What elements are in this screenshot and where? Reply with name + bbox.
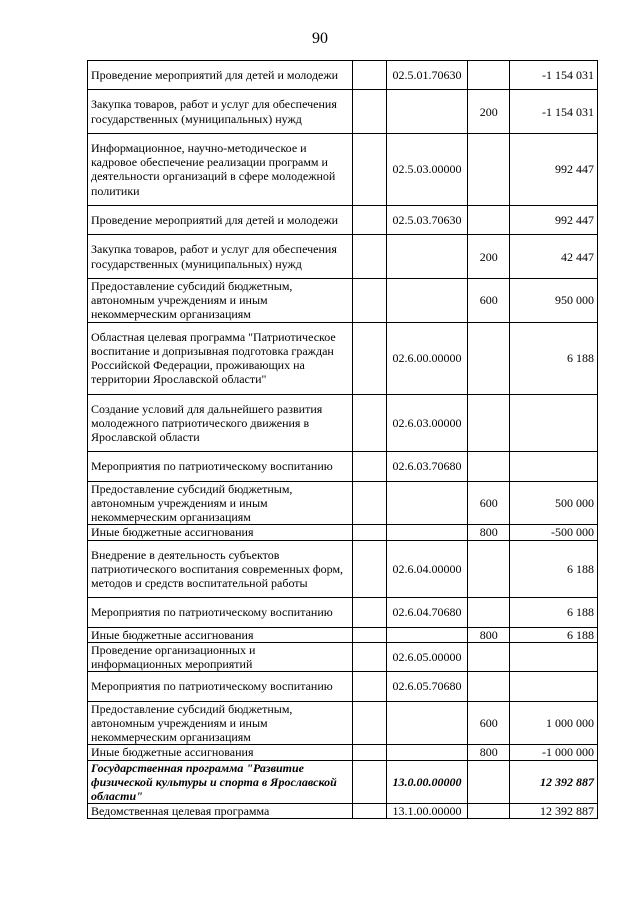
row-code-cell: 02.6.03.70680 <box>386 452 467 481</box>
row-code-cell: 02.5.03.00000 <box>386 133 467 205</box>
row-sum-cell <box>510 452 598 481</box>
row-expense-type-cell <box>468 61 510 90</box>
row-code-cell <box>386 278 467 322</box>
row-blank-cell <box>352 627 386 642</box>
row-expense-type-cell: 800 <box>468 525 510 540</box>
row-name-cell: Иные бюджетные ассигнования <box>88 745 353 760</box>
row-sum-cell <box>510 672 598 701</box>
row-code-cell <box>386 235 467 279</box>
row-expense-type-cell <box>468 133 510 205</box>
row-name-cell: Ведомственная целевая программа <box>88 804 353 819</box>
row-code-cell <box>386 701 467 745</box>
table-row <box>88 90 598 134</box>
row-expense-type-cell: 200 <box>468 90 510 134</box>
row-sum-cell: 500 000 <box>510 481 598 525</box>
table-row <box>88 804 598 819</box>
row-expense-type-cell: 600 <box>468 701 510 745</box>
row-name-cell: Иные бюджетные ассигнования <box>88 525 353 540</box>
row-name-cell: Предоставление субсидий бюджетным, автономным учреждениям и иным некоммерческим организациям <box>88 481 353 525</box>
row-blank-cell <box>352 90 386 134</box>
row-code-cell: 02.6.05.70680 <box>386 672 467 701</box>
table-row <box>88 61 598 90</box>
row-expense-type-cell <box>468 540 510 598</box>
table-row <box>88 133 598 205</box>
table-row <box>88 540 598 598</box>
row-name-cell: Проведение организационных и информационных мероприятий <box>88 642 353 671</box>
row-sum-cell: -500 000 <box>510 525 598 540</box>
row-name-cell: Внедрение в деятельность субъектов патриотического воспитания современных форм, методов и средств воспитательной работы <box>88 540 353 598</box>
row-sum-cell: 950 000 <box>510 278 598 322</box>
row-code-cell: 13.1.00.00000 <box>386 804 467 819</box>
row-name-cell: Закупка товаров, работ и услуг для обеспечения государственных (муниципальных) нужд <box>88 90 353 134</box>
row-expense-type-cell <box>468 394 510 452</box>
row-code-cell: 13.0.00.00000 <box>386 760 467 804</box>
row-sum-cell: -1 000 000 <box>510 745 598 760</box>
page-number: 90 <box>312 30 328 47</box>
row-blank-cell <box>352 133 386 205</box>
row-blank-cell <box>352 760 386 804</box>
table-row <box>88 760 598 804</box>
row-name-cell: Иные бюджетные ассигнования <box>88 627 353 642</box>
table-row <box>88 672 598 701</box>
table-row <box>88 745 598 760</box>
row-code-cell: 02.5.01.70630 <box>386 61 467 90</box>
row-code-cell: 02.6.04.70680 <box>386 598 467 627</box>
row-sum-cell: 6 188 <box>510 540 598 598</box>
row-blank-cell <box>352 525 386 540</box>
budget-table-body <box>88 61 598 819</box>
budget-table <box>87 60 598 819</box>
row-blank-cell <box>352 701 386 745</box>
row-code-cell: 02.6.04.00000 <box>386 540 467 598</box>
table-row <box>88 205 598 234</box>
row-code-cell: 02.6.00.00000 <box>386 322 467 394</box>
table-row <box>88 235 598 279</box>
table-row <box>88 481 598 525</box>
row-sum-cell <box>510 394 598 452</box>
row-expense-type-cell: 600 <box>468 481 510 525</box>
row-blank-cell <box>352 642 386 671</box>
row-sum-cell: 12 392 887 <box>510 760 598 804</box>
row-sum-cell: 992 447 <box>510 205 598 234</box>
row-expense-type-cell: 800 <box>468 627 510 642</box>
row-expense-type-cell: 800 <box>468 745 510 760</box>
row-name-cell: Проведение мероприятий для детей и молодежи <box>88 205 353 234</box>
row-code-cell: 02.6.03.00000 <box>386 394 467 452</box>
row-expense-type-cell <box>468 205 510 234</box>
row-sum-cell: -1 154 031 <box>510 61 598 90</box>
row-blank-cell <box>352 481 386 525</box>
row-code-cell <box>386 481 467 525</box>
row-name-cell: Предоставление субсидий бюджетным, автономным учреждениям и иным некоммерческим организациям <box>88 701 353 745</box>
row-blank-cell <box>352 598 386 627</box>
table-row <box>88 525 598 540</box>
row-sum-cell: 42 447 <box>510 235 598 279</box>
row-expense-type-cell <box>468 642 510 671</box>
row-code-cell <box>386 90 467 134</box>
row-sum-cell <box>510 642 598 671</box>
row-code-cell <box>386 627 467 642</box>
row-name-cell: Мероприятия по патриотическому воспитанию <box>88 598 353 627</box>
row-expense-type-cell: 600 <box>468 278 510 322</box>
row-blank-cell <box>352 322 386 394</box>
row-blank-cell <box>352 804 386 819</box>
row-code-cell <box>386 745 467 760</box>
row-blank-cell <box>352 672 386 701</box>
row-sum-cell: 12 392 887 <box>510 804 598 819</box>
table-row <box>88 598 598 627</box>
row-code-cell: 02.5.03.70630 <box>386 205 467 234</box>
row-name-cell: Создание условий для дальнейшего развития молодежного патриотического движения в Ярославской области <box>88 394 353 452</box>
row-blank-cell <box>352 278 386 322</box>
row-code-cell: 02.6.05.00000 <box>386 642 467 671</box>
table-row <box>88 452 598 481</box>
row-name-cell: Предоставление субсидий бюджетным, автономным учреждениям и иным некоммерческим организациям <box>88 278 353 322</box>
row-name-cell: Закупка товаров, работ и услуг для обеспечения государственных (муниципальных) нужд <box>88 235 353 279</box>
row-expense-type-cell <box>468 598 510 627</box>
row-sum-cell: 6 188 <box>510 627 598 642</box>
row-name-cell: Информационное, научно-методическое и кадровое обеспечение реализации программ и деятельности организаций в сфере молодежной политики <box>88 133 353 205</box>
table-row <box>88 701 598 745</box>
row-name-cell: Проведение мероприятий для детей и молодежи <box>88 61 353 90</box>
row-code-cell <box>386 525 467 540</box>
row-blank-cell <box>352 394 386 452</box>
table-row <box>88 627 598 642</box>
table-row <box>88 642 598 671</box>
row-blank-cell <box>352 745 386 760</box>
row-sum-cell: 6 188 <box>510 322 598 394</box>
row-expense-type-cell <box>468 760 510 804</box>
row-name-cell: Мероприятия по патриотическому воспитанию <box>88 452 353 481</box>
row-name-cell: Областная целевая программа "Патриотическое воспитание и допризывная подготовка граждан Российской Федерации, проживающих на территории Ярославской области" <box>88 322 353 394</box>
row-blank-cell <box>352 540 386 598</box>
row-expense-type-cell <box>468 322 510 394</box>
table-row <box>88 322 598 394</box>
row-sum-cell: 6 188 <box>510 598 598 627</box>
row-expense-type-cell <box>468 672 510 701</box>
row-blank-cell <box>352 235 386 279</box>
row-expense-type-cell: 200 <box>468 235 510 279</box>
row-expense-type-cell <box>468 804 510 819</box>
row-sum-cell: -1 154 031 <box>510 90 598 134</box>
row-sum-cell: 992 447 <box>510 133 598 205</box>
row-blank-cell <box>352 205 386 234</box>
row-name-cell: Государственная программа "Развитие физической культуры и спорта в Ярославской области" <box>88 760 353 804</box>
row-sum-cell: 1 000 000 <box>510 701 598 745</box>
row-name-cell: Мероприятия по патриотическому воспитанию <box>88 672 353 701</box>
table-row <box>88 278 598 322</box>
row-expense-type-cell <box>468 452 510 481</box>
row-blank-cell <box>352 452 386 481</box>
table-row <box>88 394 598 452</box>
row-blank-cell <box>352 61 386 90</box>
